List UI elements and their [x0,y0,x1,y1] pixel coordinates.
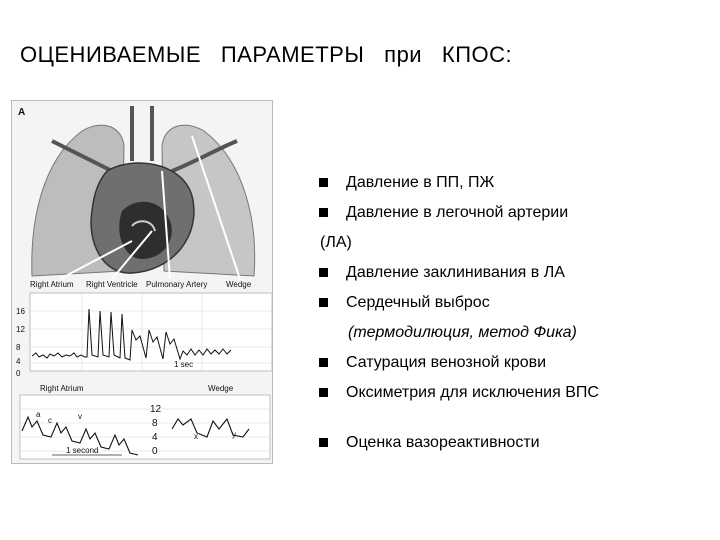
wave-label-v: v [78,412,82,421]
list-item [318,428,708,458]
list-item [318,348,708,378]
list-item-text: Сатурация венозной крови [346,354,547,371]
list-item-continuation: (ЛА) [320,234,352,251]
label-wedge: Wedge [226,280,252,289]
square-bullet-icon [319,178,328,187]
list-item-text: Давление в легочной артерии [346,204,569,221]
list-item [318,378,708,408]
square-bullet-icon [319,268,328,277]
list-item-continuation: (термодилюция, метод Фика) [348,324,577,341]
hemodynamic-figure [11,100,273,464]
upper-tick-12: 12 [16,325,25,334]
label-pulmonary-artery: Pulmonary Artery [146,280,208,289]
lower-label-wedge: Wedge [208,384,234,393]
upper-time-scale: 1 sec [174,360,194,369]
upper-tick-4: 4 [16,357,21,366]
upper-tracing-frame [30,293,272,371]
wave-label-a: a [36,410,41,419]
square-bullet-icon [319,358,328,367]
list-item [318,168,708,198]
list-item-text: Оценка вазореактивности [346,434,540,451]
slide-title: ОЦЕНИВАЕМЫЕ ПАРАМЕТРЫ при КПОС: [20,42,513,67]
upper-tick-8: 8 [16,343,21,352]
list-item-text: Оксиметрия для исключения ВПС [346,384,599,401]
label-right-atrium: Right Atrium [30,280,74,289]
panel-label: A [18,107,26,118]
label-right-ventricle: Right Ventricle [86,280,138,289]
lower-tick-8: 8 [152,418,158,429]
lower-tick-12: 12 [150,404,162,415]
square-bullet-icon [319,438,328,447]
upper-tick-16: 16 [16,307,25,316]
list-spacer [318,408,708,428]
list-item [318,258,708,288]
wave-label-y: y [232,430,236,439]
wave-label-x: x [194,432,198,441]
lower-time-scale: 1 second [66,446,99,455]
heart-pressure-illustration [12,101,273,464]
wave-label-c: c [48,416,52,425]
lower-tick-0: 0 [152,446,158,457]
lower-tracing-frame [20,395,270,459]
square-bullet-icon [319,298,328,307]
list-item-text: Сердечный выброс [346,294,490,311]
list-item-text: Давление заклинивания в ЛА [346,264,565,281]
list-item [318,288,708,318]
upper-tick-0: 0 [16,369,21,378]
lower-label-right-atrium: Right Atrium [40,384,84,393]
list-item [318,198,708,228]
square-bullet-icon [319,208,328,217]
list-item-text: Давление в ПП, ПЖ [346,174,495,191]
square-bullet-icon [319,388,328,397]
lower-tick-4: 4 [152,432,158,443]
parameter-list [318,168,708,458]
